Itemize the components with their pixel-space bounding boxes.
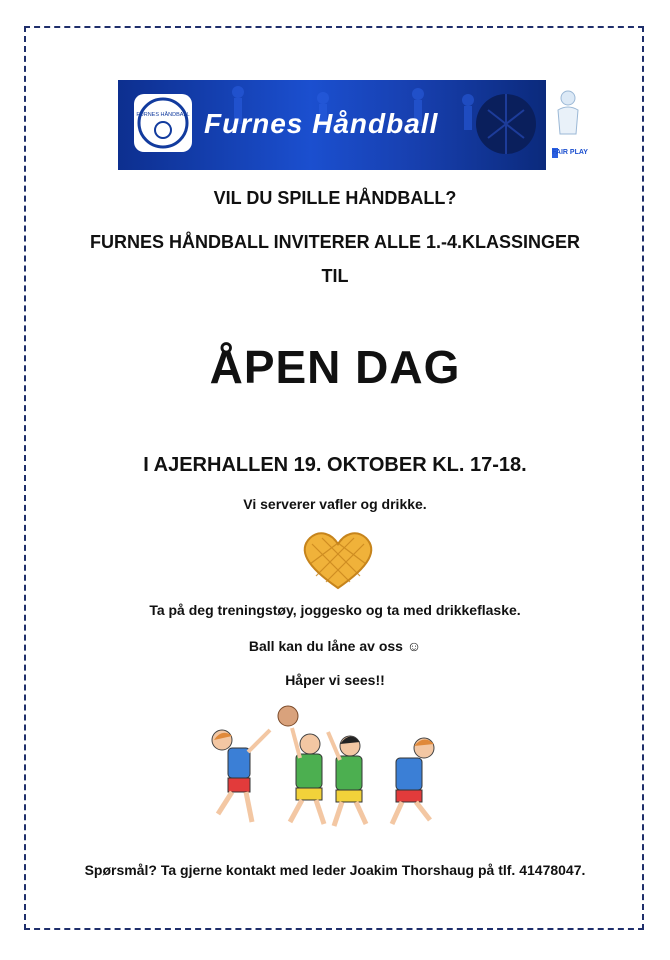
time-place: I AJERHALLEN 19. OKTOBER KL. 17-18. xyxy=(143,454,527,476)
invite-til: TIL xyxy=(321,266,349,286)
kid-4 xyxy=(392,738,434,824)
banner-title: Furnes Håndball xyxy=(204,108,439,139)
contact-line: Spørsmål? Ta gjerne kontakt med leder Joakim Thorshaug på tlf. 41478047. xyxy=(84,862,586,878)
ball-line: Ball kan du låne av oss ☺ xyxy=(248,638,422,654)
fairplay-logo xyxy=(548,86,588,166)
bring-line: Ta på deg treningstøy, joggesko og ta med drikkeflaske. xyxy=(149,602,521,618)
kid-1 xyxy=(212,730,270,822)
logo-text: FURNES HÅNDBALL xyxy=(136,112,190,118)
kid-2 xyxy=(290,728,324,824)
club-logo xyxy=(134,94,192,152)
kid-3 xyxy=(328,732,366,826)
serving-line: Vi serverer vafler og drikke. xyxy=(243,496,427,512)
waffle-heart-icon xyxy=(298,530,378,592)
invite-line: FURNES HÅNDBALL INVITERER ALLE 1.-4.KLASSINGER xyxy=(89,232,581,252)
ball-icon xyxy=(278,706,298,726)
question-line: VIL DU SPILLE HÅNDBALL? xyxy=(213,188,457,208)
fairplay-text: FAIR PLAY xyxy=(552,149,588,156)
see-you-line: Håper vi sees!! xyxy=(285,672,385,688)
headline: ÅPEN DAG xyxy=(209,341,461,393)
club-banner xyxy=(118,80,546,170)
kids-playing-illustration xyxy=(200,700,462,842)
